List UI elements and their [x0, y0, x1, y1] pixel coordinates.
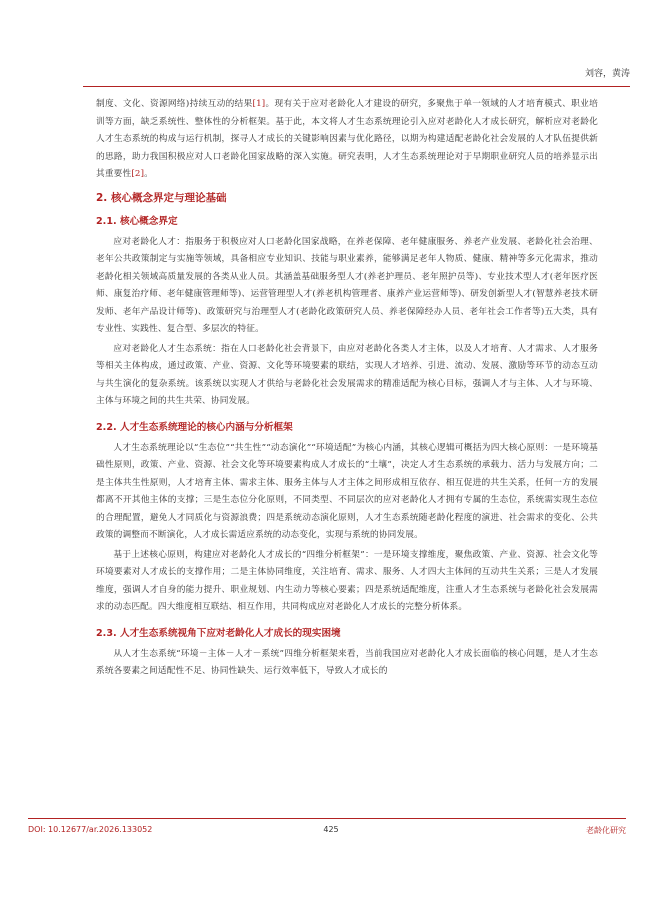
footer-page-number: 425 — [323, 825, 339, 834]
subsection-heading-2-3: 2.3. 人才生态系统视角下应对老龄化人才成长的现实困境 — [96, 627, 341, 639]
intro-text-after: 。 — [144, 169, 153, 179]
citation-link-1[interactable]: [1] — [252, 99, 266, 109]
citation-link-2[interactable]: [2] — [131, 169, 145, 179]
intro-paragraph — [96, 96, 598, 184]
footer-divider — [28, 818, 626, 819]
paragraph-2-1-a: 应对老龄化人才：指服务于积极应对人口老龄化国家战略，在养老保障、老年健康服务、养老产业发展、老龄化社会治理、老年公共政策制定与实施等领域，具备相应专业知识、技能与职业素养，能够满足老年人物质、健康、精神等多元化需求，推动老龄化相关领域高质量发展的各类从业人员。其涵盖基础服务型人才(养老护理员、老年照护员等)、专业技术型人才(老年医疗医师、康复治疗师、老年健康管理师等)、运营管理型人才(养老机构管理者、康养产业运营师等)、研发创新型人才(智慧养老技术研发师、老年产品设计师等)、政策研究与治理型人才(老龄化政策研究人员、养老保障经办人员、老年社会工作者等)五大类，具有专业性、实践性、复合型、多层次的特征。 — [96, 236, 598, 334]
subsection-heading-2-2: 2.2. 人才生态系统理论的核心内涵与分析框架 — [96, 421, 293, 433]
paragraph-2-3-a: 从人才生态系统“环境－主体－人才－系统”四维分析框架来看，当前我国应对老龄化人才成长面临的核心问题，是人才生态系统各要素之间适配性不足、协同性缺失、运行效率低下，导致人才成长的 — [96, 648, 598, 676]
article-body — [96, 96, 598, 683]
paragraph-2-1-b: 应对老龄化人才生态系统：指在人口老龄化社会背景下，由应对老龄化各类人才主体，以及人才培育、人才需求、人才服务等相关主体构成，通过政策、产业、资源、文化等环境要素的联结，实现人才培养、引进、流动、发展、激励等环节的动态互动与共生演化的复杂系统。该系统以实现人才供给与老龄化社会发展需求的精准适配为核心目标，强调人才与主体、人才与环境、主体与环境之间的共生共荣、协同发展。 — [96, 343, 598, 406]
footer-journal-name: 老龄化研究 — [586, 826, 626, 835]
intro-text-before: 制度、文化、资源网络)持续互动的结果 — [96, 99, 253, 109]
intro-text-mid: 。现有关于应对老龄化人才建设的研究，多聚焦于单一领域的人才培育模式、职业培训等方面，缺乏系统性、整体性的分析框架。基于此，本文将人才生态系统理论引入应对老龄化人才成长研究，解析应对老龄化人才生态系统的构成与运行机制，探寻人才成长的关键影响因素与优化路径，以期为构建适配老龄化社会发展的人才队伍提供新的思路，助力我国积极应对人口老龄化国家战略的深入实施。研究表明，人才生态系统理论对于早期职业研究人员的培养显示出其重要性 — [96, 99, 598, 179]
running-header-authors: 刘容，黄涛 — [584, 69, 630, 79]
header-divider — [83, 86, 630, 87]
footer-doi-link[interactable]: DOI: 10.12677/ar.2026.133052 — [28, 825, 153, 834]
paragraph-2-2-b: 基于上述核心原则，构建应对老龄化人才成长的“四维分析框架”：一是环境支撑维度，聚焦政策、产业、资源、社会文化等环境要素对人才成长的支撑作用；二是主体协同维度，关注培育、需求、服务、人才四大主体间的互动共生关系；三是人才发展维度，强调人才自身的能力提升、职业规划、内生动力等核心要素；四是系统适配维度，注重人才生态系统与老龄化社会发展需求的动态匹配。四大维度相互联结、相互作用，共同构成应对老龄化人才成长的完整分析体系。 — [96, 549, 598, 612]
paragraph-2-2-a: 人才生态系统理论以“生态位”“共生性”“动态演化”“环境适配”为核心内涵，其核心逻辑可概括为四大核心原则：一是环境基础性原则，政策、产业、资源、社会文化等环境要素构成人才成长的“土壤”，决定人才生态系统的承载力、活力与发展方向；二是主体共生性原则，人才培育主体、需求主体、服务主体与人才主体之间形成相互依存、相互促进的共生关系，任何一方的发展都离不开其他主体的支撑；三是生态位分化原则，不同类型、不同层次的应对老龄化人才拥有专属的生态位，系统需实现生态位的合理配置，避免人才同质化与资源浪费；四是系统动态演化原则，人才生态系统随老龄化程度的演进、社会需求的变化、公共政策的调整而不断演化，人才成长需适应系统的动态变化，实现与系统的协同发展。 — [96, 442, 598, 540]
section-heading-2: 2. 核心概念界定与理论基础 — [96, 191, 227, 204]
subsection-heading-2-1: 2.1. 核心概念界定 — [96, 215, 178, 227]
